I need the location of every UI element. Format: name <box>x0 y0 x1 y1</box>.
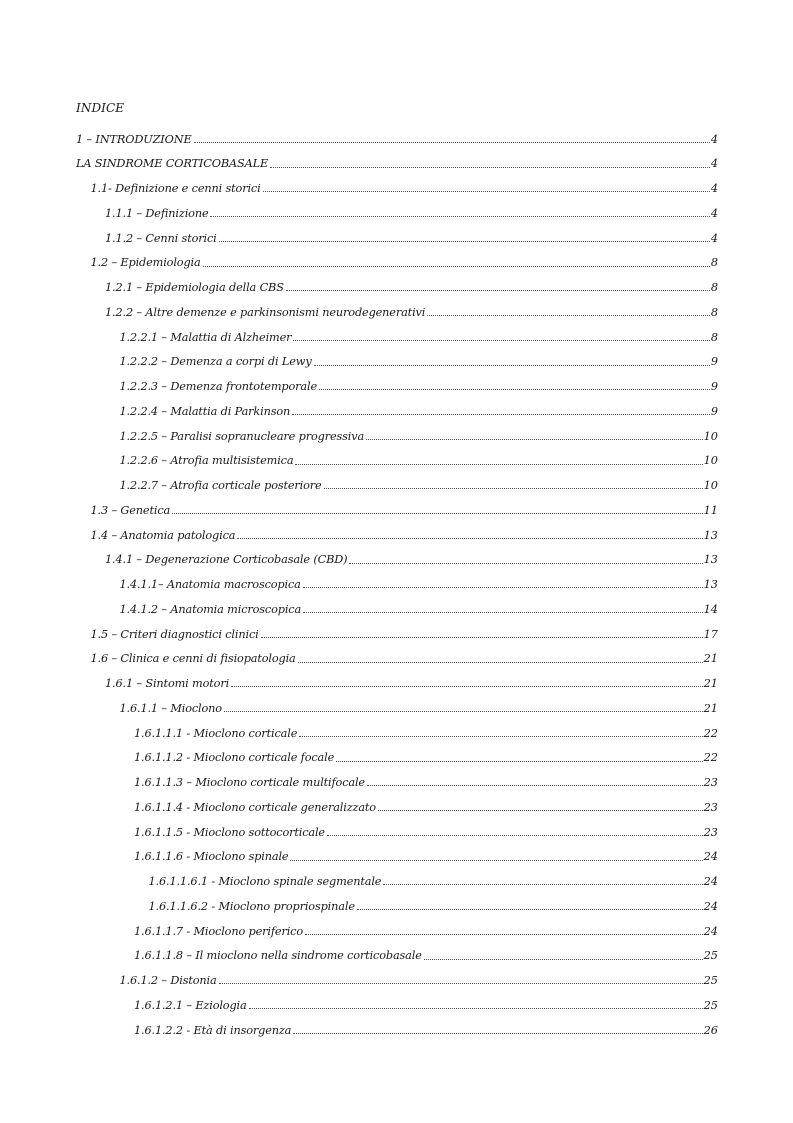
toc-dot-leader <box>324 488 703 489</box>
toc-dot-leader <box>424 959 703 960</box>
toc-entry-page-number: 22 <box>703 726 718 740</box>
toc-entry-title: 1.6.1.1.3 – Mioclono corticale multifocale <box>134 776 365 789</box>
toc-dot-leader <box>293 1033 702 1034</box>
toc-entry[interactable] <box>105 669 718 694</box>
toc-dot-leader <box>249 1008 703 1009</box>
toc-entry[interactable] <box>134 792 718 817</box>
toc-entry-page-number: 4 <box>710 132 718 146</box>
toc-entry-title: 1.4 – Anatomia patologica <box>90 528 236 542</box>
toc-entry-title: 1.2.1 – Epidemiologia della CBS <box>105 281 284 294</box>
toc-entry-page-number: 13 <box>703 553 718 567</box>
toc-entry[interactable] <box>120 421 719 446</box>
toc-entry-title: 1.6 – Clinica e cenni di fisiopatologia <box>90 652 296 666</box>
toc-dot-leader <box>427 315 710 316</box>
toc-entry[interactable] <box>91 520 719 545</box>
toc-entry-page-number: 10 <box>703 479 718 492</box>
toc-entry[interactable] <box>149 867 719 892</box>
toc-entry[interactable] <box>134 1015 718 1040</box>
toc-entry-page-number: 24 <box>703 850 718 864</box>
toc-entry-title: 1.2.2.5 – Paralisi sopranucleare progressiva <box>119 429 365 443</box>
toc-entry-title: 1.2.2.7 – Atrofia corticale posteriore <box>119 479 322 492</box>
toc-entry[interactable] <box>91 174 719 199</box>
toc-entry[interactable] <box>134 990 718 1015</box>
toc-dot-leader <box>336 761 703 762</box>
toc-entry-title: 1.2.2.4 – Malattia di Parkinson <box>119 404 291 418</box>
toc-entry[interactable] <box>76 149 718 174</box>
toc-entry[interactable] <box>105 223 718 248</box>
toc-dot-leader <box>224 711 703 712</box>
toc-dot-leader <box>270 167 710 168</box>
toc-entry-title: 1.2.2.6 – Atrofia multisistemica <box>119 454 294 468</box>
toc-entry-title: 1.1- Definizione e cenni storici <box>90 182 261 195</box>
toc-entry-title: 1.6.1.1.6.2 - Mioclono propriospinale <box>148 899 355 913</box>
toc-dot-leader <box>327 835 703 836</box>
toc-entry[interactable] <box>120 966 719 991</box>
toc-entry[interactable] <box>134 768 718 793</box>
toc-entry[interactable] <box>134 718 718 743</box>
toc-dot-leader <box>357 909 703 910</box>
toc-entry-page-number: 17 <box>703 627 718 641</box>
toc-dot-leader <box>367 785 703 786</box>
toc-dot-leader <box>319 389 710 390</box>
toc-entry[interactable] <box>120 446 719 471</box>
toc-dot-leader <box>231 686 703 687</box>
toc-entry[interactable] <box>91 619 719 644</box>
toc-entry-page-number: 23 <box>703 800 718 814</box>
toc-dot-leader <box>314 365 710 366</box>
toc-entry[interactable] <box>120 347 719 372</box>
toc-entry-title: 1.6.1.2 – Distonia <box>119 974 217 987</box>
toc-entry[interactable] <box>105 198 718 223</box>
toc-entry-page-number: 10 <box>703 454 718 468</box>
toc-dot-leader <box>383 884 702 885</box>
toc-entry[interactable] <box>120 570 719 595</box>
toc-entry-page-number: 23 <box>703 825 718 839</box>
toc-entry-title: 1.1.1 – Definizione <box>105 206 209 220</box>
toc-dot-leader <box>290 860 702 861</box>
toc-entry-title: 1.6.1.1.7 - Mioclono periferico <box>134 924 303 938</box>
toc-entry[interactable] <box>105 545 718 570</box>
toc-entry-page-number: 24 <box>703 924 718 938</box>
toc-dot-leader <box>378 810 703 811</box>
toc-dot-leader <box>219 241 710 242</box>
toc-entry[interactable] <box>120 693 719 718</box>
toc-entry-page-number: 14 <box>703 602 718 616</box>
toc-entry[interactable] <box>120 372 719 397</box>
toc-entry[interactable] <box>120 322 719 347</box>
toc-entry[interactable] <box>134 817 718 842</box>
toc-entry[interactable] <box>91 495 719 520</box>
toc-entry-title: 1.6.1.2.1 – Eziologia <box>134 998 247 1012</box>
toc-entry-page-number: 24 <box>703 875 718 888</box>
toc-entry[interactable] <box>76 124 718 149</box>
toc-entry[interactable] <box>120 594 719 619</box>
toc-entry-page-number: 9 <box>710 380 718 393</box>
toc-dot-leader <box>303 612 703 613</box>
toc-entry-page-number: 9 <box>710 355 718 369</box>
toc-entry-title: 1 – INTRODUZIONE <box>76 132 192 146</box>
toc-entry-title: 1.3 – Genetica <box>90 503 171 517</box>
toc-dot-leader <box>305 934 703 935</box>
toc-entry-page-number: 8 <box>710 256 718 270</box>
toc-entry[interactable] <box>134 842 718 867</box>
toc-entry-title: 1.6.1.1.1 - Mioclono corticale <box>134 726 298 740</box>
toc-entry[interactable] <box>105 297 718 322</box>
toc-entry-page-number: 25 <box>703 974 718 987</box>
toc-entry-title: 1.1.2 – Cenni storici <box>105 231 217 245</box>
toc-dot-leader <box>292 414 710 415</box>
toc-entry-page-number: 4 <box>710 231 718 245</box>
toc-dot-leader <box>203 266 710 267</box>
toc-entry-page-number: 13 <box>703 578 718 591</box>
toc-dot-leader <box>295 464 702 465</box>
toc-entry[interactable] <box>105 273 718 298</box>
toc-dot-leader <box>366 439 703 440</box>
toc-entry-title: 1.6.1.1.5 - Mioclono sottocorticale <box>134 825 325 839</box>
toc-entry[interactable] <box>120 396 719 421</box>
toc-entry-page-number: 21 <box>703 652 718 666</box>
toc-entry-title: 1.2.2.2 – Demenza a corpi di Lewy <box>119 355 312 369</box>
toc-entry-page-number: 26 <box>703 1023 718 1037</box>
toc-entry-title: 1.6.1.1.6.1 - Mioclono spinale segmentale <box>148 875 382 888</box>
toc-entry-title: 1.6.1.1.6 - Mioclono spinale <box>134 850 289 864</box>
toc-entry-page-number: 22 <box>703 751 718 765</box>
toc-entry-title: 1.6.1.1.4 - Mioclono corticale generalizzato <box>134 800 376 814</box>
toc-entry-title: 1.6.1 – Sintomi motori <box>105 677 230 690</box>
toc-entry-page-number: 13 <box>703 528 718 542</box>
toc-dot-leader <box>298 662 703 663</box>
toc-entry[interactable] <box>149 891 719 916</box>
toc-entry-title: 1.2 – Epidemiologia <box>90 256 201 270</box>
toc-dot-leader <box>237 538 702 539</box>
toc-entry[interactable] <box>91 248 719 273</box>
toc-dot-leader <box>286 290 710 291</box>
toc-dot-leader <box>210 216 709 217</box>
toc-entry-page-number: 21 <box>703 677 718 690</box>
toc-entry-page-number: 23 <box>703 776 718 789</box>
toc-entry[interactable] <box>120 471 719 496</box>
toc-entry-page-number: 10 <box>703 429 718 443</box>
toc-entry-title: 1.5 – Criteri diagnostici clinici <box>90 627 259 641</box>
toc-entry-page-number: 8 <box>710 281 718 294</box>
toc-entry-title: LA SINDROME CORTICOBASALE <box>76 157 269 171</box>
toc-entry-page-number: 4 <box>710 157 718 171</box>
toc-dot-leader <box>299 736 702 737</box>
toc-dot-leader <box>349 563 702 564</box>
toc-entry-page-number: 9 <box>710 404 718 418</box>
toc-entry-title: 1.6.1.1.2 - Mioclono corticale focale <box>134 751 335 765</box>
toc-entry[interactable] <box>91 644 719 669</box>
toc-entry-title: 1.4.1 – Degenerazione Corticobasale (CBD) <box>105 553 348 567</box>
toc-dot-leader <box>261 637 703 638</box>
toc-dot-leader <box>293 340 709 341</box>
toc-entry-title: 1.4.1.1– Anatomia macroscopica <box>119 578 301 591</box>
toc-dot-leader <box>194 142 710 143</box>
toc-entry[interactable] <box>134 743 718 768</box>
toc-entry-page-number: 25 <box>703 998 718 1012</box>
toc-heading: INDICE <box>76 101 125 115</box>
toc-entry-page-number: 24 <box>703 899 718 913</box>
toc-entry-page-number: 11 <box>703 503 718 517</box>
toc-entry-title: 1.4.1.2 – Anatomia microscopica <box>119 602 302 616</box>
toc-entry-title: 1.2.2.1 – Malattia di Alzheimer <box>119 330 292 344</box>
toc-entry-title: 1.6.1.2.2 - Età di insorgenza <box>134 1023 292 1037</box>
toc-dot-leader <box>303 587 703 588</box>
toc-entry-title: 1.6.1.1.8 – Il mioclono nella sindrome corticobasale <box>134 949 422 963</box>
toc-dot-leader <box>172 513 703 514</box>
toc-entry-page-number: 4 <box>710 182 718 195</box>
toc-entry[interactable] <box>134 941 718 966</box>
toc-entry-page-number: 4 <box>710 206 718 220</box>
toc-entry-title: 1.2.2 – Altre demenze e parkinsonismi neurodegenerativi <box>105 305 426 319</box>
toc-dot-leader <box>263 191 710 192</box>
toc-dot-leader <box>219 983 703 984</box>
toc-entry-page-number: 25 <box>703 949 718 963</box>
toc-entry[interactable] <box>134 916 718 941</box>
toc-entry-page-number: 8 <box>710 330 718 344</box>
toc-entry-page-number: 8 <box>710 305 718 319</box>
toc-entry-page-number: 21 <box>703 701 718 715</box>
toc-entry-title: 1.2.2.3 – Demenza frontotemporale <box>119 380 318 393</box>
toc-entry-title: 1.6.1.1 – Mioclono <box>119 701 222 715</box>
